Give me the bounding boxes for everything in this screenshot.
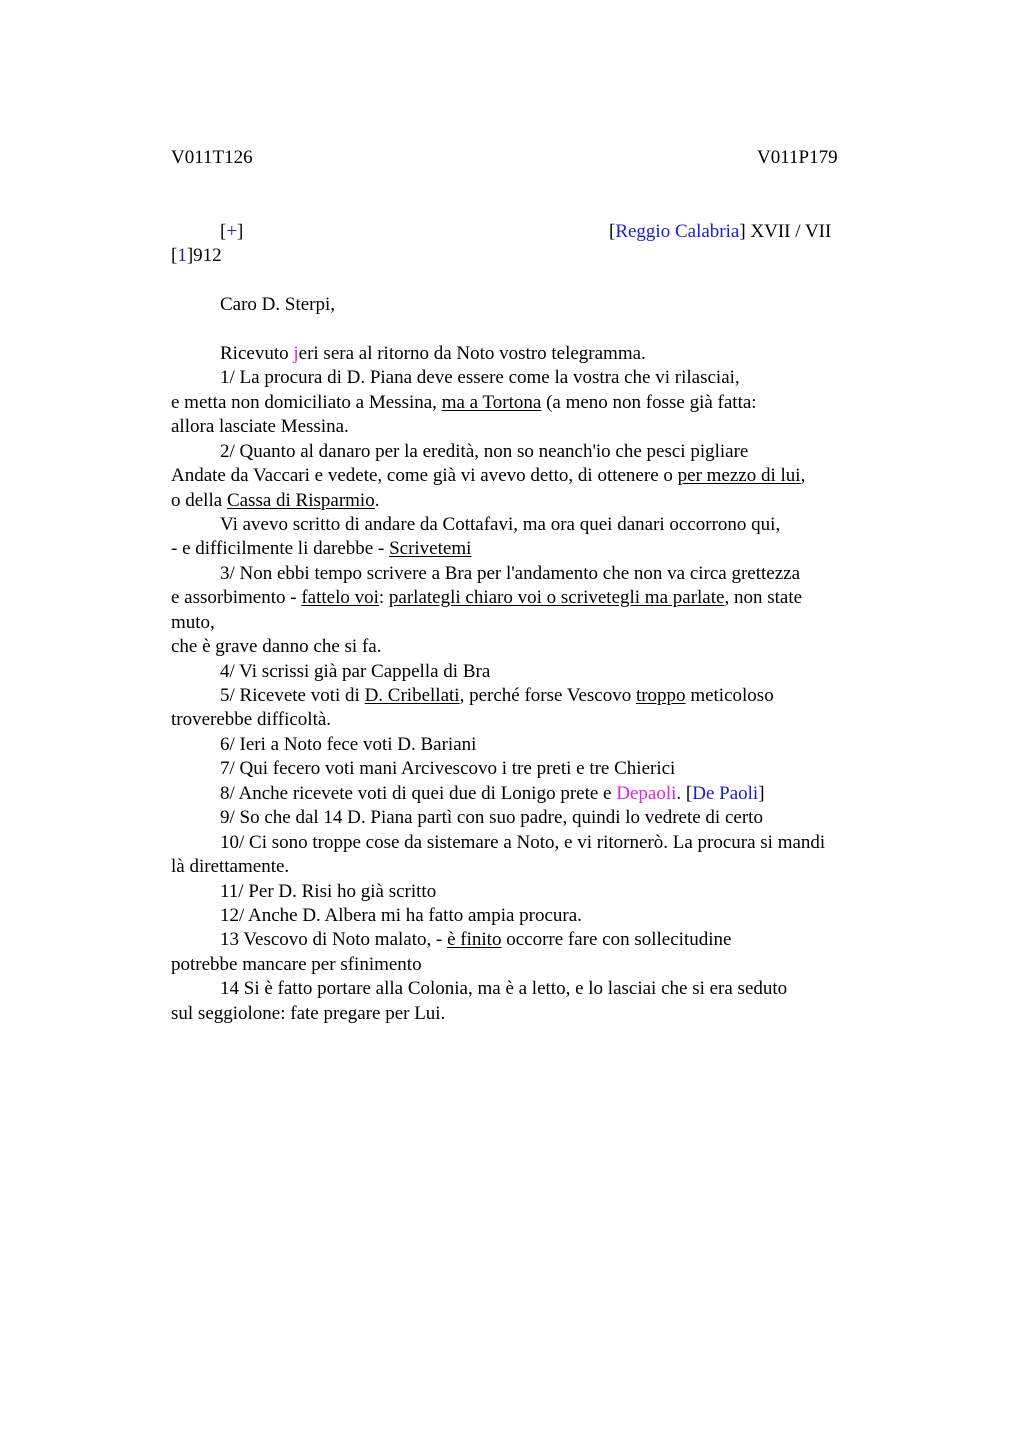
text-line: allora lasciate Messina.: [171, 416, 349, 437]
text-line: 11/ Per D. Risi ho già scritto: [220, 881, 437, 902]
date-year: [1]912: [171, 245, 222, 266]
text-line: 7/ Qui fecero voti mani Arcivescovo i tre preti e tre Chierici: [220, 758, 676, 779]
text-line: 5/ Ricevete voti di D. Cribellati, perché forse Vescovo troppo meticoloso: [220, 685, 774, 706]
header-right-code: V011P179: [757, 147, 838, 168]
text-line: o della Cassa di Risparmio.: [171, 490, 380, 511]
text-line: e metta non domiciliato a Messina, ma a Tortona (a meno non fosse già fatta:: [171, 392, 757, 413]
text-line: 2/ Quanto al danaro per la eredità, non so neanch'io che pesci pigliare: [220, 441, 749, 462]
salutation: Caro D. Sterpi,: [220, 294, 336, 315]
text-line: - e difficilmente li darebbe - Scrivetemi: [171, 538, 472, 559]
text-line: 10/ Ci sono troppe cose da sistemare a Noto, e vi ritornerò. La procura si mandi: [220, 832, 826, 853]
cross-mark: [+]: [220, 221, 244, 242]
text-line: 1/ La procura di D. Piana deve essere come la vostra che vi rilasciai,: [220, 367, 740, 388]
text-line: troverebbe difficoltà.: [171, 709, 332, 730]
header-left-code: V011T126: [171, 147, 253, 168]
text-line: Andate da Vaccari e vedete, come già vi avevo detto, di ottenere o per mezzo di lui,: [171, 465, 806, 486]
place-name: Reggio Calabria: [615, 221, 740, 242]
text-line: 8/ Anche ricevete voti di quei due di Lonigo prete e Depaoli. [De Paoli]: [220, 783, 765, 804]
text-line: 12/ Anche D. Albera mi ha fatto ampia procura.: [220, 905, 582, 926]
text-line: 9/ So che dal 14 D. Piana partì con suo padre, quindi lo vedrete di certo: [220, 807, 763, 828]
text-line: sul seggiolone: fate pregare per Lui.: [171, 1003, 446, 1024]
text-line: 13 Vescovo di Noto malato, - è finito occorre fare con sollecitudine: [220, 929, 732, 950]
text-line: e assorbimento - fattelo voi: parlategli chiaro voi o scrivetegli ma parlate, non state: [171, 587, 803, 608]
text-line: potrebbe mancare per sfinimento: [171, 954, 422, 975]
text-line: 4/ Vi scrissi già par Cappella di Bra: [220, 661, 491, 682]
text-line: che è grave danno che si fa.: [171, 636, 382, 657]
text-line: Ricevuto jeri sera al ritorno da Noto vostro telegramma.: [220, 343, 646, 364]
text-line: 3/ Non ebbi tempo scrivere a Bra per l'andamento che non va circa grettezza: [220, 563, 801, 584]
text-line: muto,: [171, 612, 215, 633]
text-line: 14 Si è fatto portare alla Colonia, ma è a letto, e lo lasciai che si era seduto: [220, 978, 788, 999]
text-line: 6/ Ieri a Noto fece voti D. Bariani: [220, 734, 477, 755]
dateline: [Reggio Calabria] XVII / VII: [609, 221, 832, 242]
text-line: là direttamente.: [171, 856, 290, 877]
text-line: Vi avevo scritto di andare da Cottafavi, ma ora quei danari occorrono qui,: [220, 514, 781, 535]
